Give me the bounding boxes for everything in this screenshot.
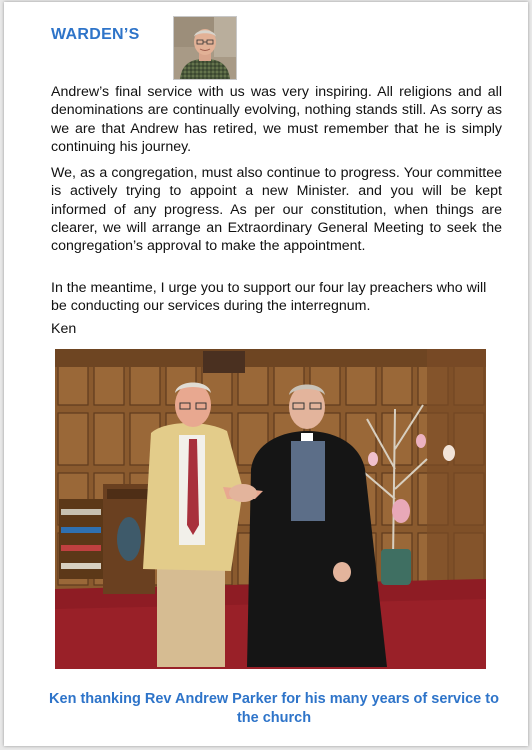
handshake-photo bbox=[55, 349, 486, 669]
section-heading: WARDEN’S bbox=[51, 26, 140, 43]
article-paragraph: We, as a congregation, must also continue to progress. Your committee is actively trying to appoint a new Minister. and you will be kept informed of any progress. As per our constitution, when things are clearer, we will arrange an Extraordinary General Meeting to seek the congregation’s approval to make the appointment. bbox=[51, 165, 502, 255]
photo-caption: Ken thanking Rev Andrew Parker for his many years of service to the church bbox=[49, 691, 499, 726]
warden-portrait bbox=[173, 16, 237, 80]
article-paragraph: In the meantime, I urge you to support our four lay preachers who will be conducting our services during the interregnum. bbox=[51, 280, 487, 315]
article-paragraph: Andrew’s final service with us was very inspiring. All religions and all denominations are continually evolving, nothing stands still. As sorry as we are that Andrew has retired, we must remember that he is simply continuing his journey. bbox=[51, 84, 502, 155]
signature: Ken bbox=[51, 321, 77, 337]
newsletter-page bbox=[4, 2, 528, 746]
